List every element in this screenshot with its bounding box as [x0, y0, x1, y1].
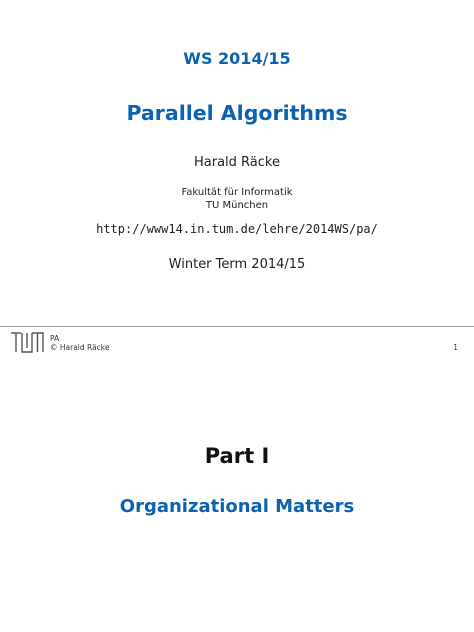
part-subtitle: Organizational Matters [119, 496, 355, 517]
term-header: WS 2014/15 [183, 49, 291, 68]
course-url[interactable]: http://www14.in.tum.de/lehre/2014WS/pa/ [96, 222, 378, 236]
footer-divider [0, 326, 474, 327]
author-name: Harald Räcke [194, 155, 280, 170]
part-title: Part I [204, 444, 270, 468]
affiliation-faculty: Fakultät für Informatik [181, 187, 293, 198]
lecture-title: Parallel Algorithms [126, 101, 348, 125]
page-number: 1 [453, 343, 458, 352]
tum-logo-icon [10, 332, 44, 353]
term-label: Winter Term 2014/15 [168, 257, 306, 272]
part-slide [0, 372, 474, 632]
footer-copyright: © Harald Räcke [50, 343, 110, 352]
footer-course: PA [50, 334, 60, 343]
affiliation-university: TU München [205, 200, 269, 211]
